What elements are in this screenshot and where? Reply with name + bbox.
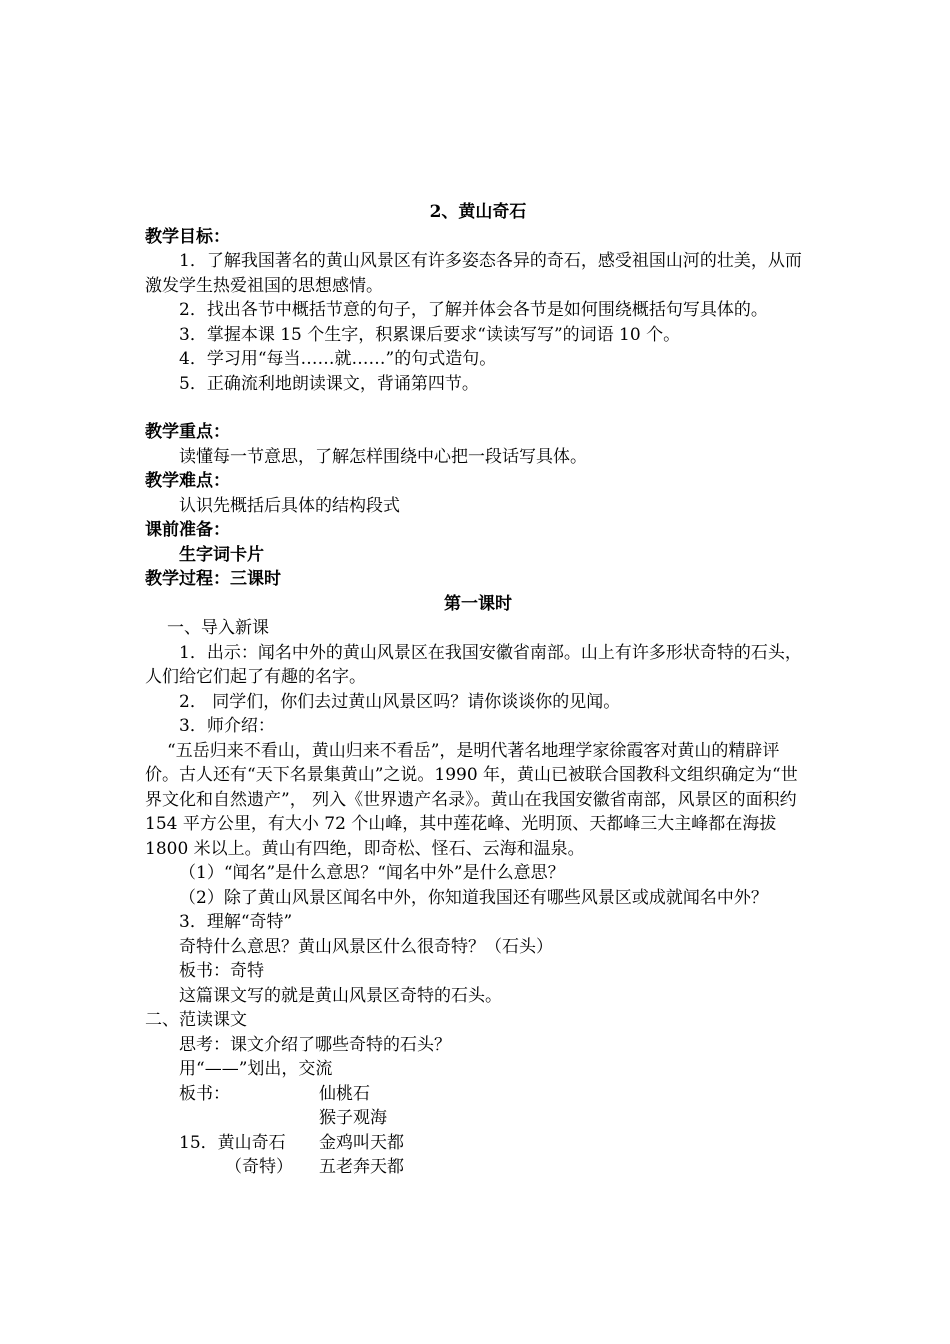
lesson1-heading: 第一课时 (444, 593, 512, 614)
stone-item: 金鸡叫天都 (319, 1132, 404, 1153)
board-subtitle: （奇特） (225, 1157, 293, 1177)
question-2: （2）除了黄山风景区闻名中外，你知道我国还有哪些风景区或成就闻名中外？ (179, 887, 768, 908)
prep-heading: 课前准备： (145, 520, 230, 540)
key-text: 读懂每一节意思，了解怎样围绕中心把一段话写具体。 (179, 446, 587, 467)
document-page (145, 200, 811, 1180)
s1-item: 2． 同学们，你们去过黄山风景区吗？请你谈谈你的见闻。 (179, 691, 621, 712)
key-heading: 教学重点： (145, 422, 230, 442)
intro-paragraph: “五岳归来不看山，黄山归来不看岳”，是明代著名地理学家徐霞客对黄山的精辟评价。古人还有“天下名景集黄山”之说。1990 年，黄山已被联合国教科文组织确定为“世界文化和自然遗产”， 列入《世界遗产名录》。黄山在我国安徽省南部，风景区的面积约 154 平方公里，有大小 72 个山峰，其中莲花峰、光明顶、天都峰三大主峰都在海拔 1800 米以上。黄山有四绝，即奇松、怪石、云海和温泉。 (145, 740, 798, 859)
stone-item: 五老奔天都 (319, 1157, 404, 1177)
board-label: 板书： (179, 1083, 230, 1104)
s1-item: 3．师介绍： (179, 716, 275, 736)
goal-item: 4．学习用“每当……就……”的句式造句。 (179, 349, 497, 369)
section1-title: 一、导入新课 (167, 618, 269, 638)
stone-item: 猴子观海 (319, 1108, 387, 1128)
think-question: 思考：课文介绍了哪些奇特的石头？ (179, 1034, 451, 1055)
process-heading: 教学过程：三课时 (145, 569, 281, 589)
blackboard-layout (145, 1082, 811, 1180)
section2-title: 二、范读课文 (145, 1010, 247, 1030)
goal-item: 5．正确流利地朗读课文，背诵第四节。 (179, 373, 479, 394)
goal-item: 1．了解我国著名的黄山风景区有许多姿态各异的奇石，感受祖国山河的壮美，从而激发学生热爱祖国的思想感情。 (145, 251, 802, 296)
s1-item: 3．理解“奇特” (179, 912, 293, 932)
prep-text: 生字词卡片 (179, 544, 264, 565)
question-1: （1）“闻名”是什么意思？“闻名中外”是什么意思？ (179, 863, 565, 883)
board-qite: 板书：奇特 (179, 961, 264, 981)
mark-instruction: 用“——”划出，交流 (179, 1059, 333, 1079)
difficulty-heading: 教学难点： (145, 471, 230, 491)
spacer (145, 396, 811, 420)
stone-item: 仙桃石 (319, 1083, 370, 1104)
difficulty-text: 认识先概括后具体的结构段式 (179, 495, 400, 516)
goal-item: 3．掌握本课 15 个生字，积累课后要求“读读写写”的词语 10 个。 (179, 324, 681, 345)
board-title: 15．黄山奇石 (179, 1132, 286, 1153)
s1-item: 1．出示：闻名中外的黄山风景区在我国安徽省南部。山上有许多形状奇特的石头，人们给它们起了有趣的名字。 (145, 642, 802, 687)
doc-title: 2、黄山奇石 (429, 202, 527, 222)
goal-item: 2．找出各节中概括节意的句子，了解并体会各节是如何围绕概括句写具体的。 (179, 300, 768, 320)
summary-line: 这篇课文写的就是黄山风景区奇特的石头。 (179, 985, 502, 1006)
qite-question: 奇特什么意思？黄山风景区什么很奇特？（石头） (179, 936, 553, 957)
goals-heading: 教学目标： (145, 226, 230, 247)
